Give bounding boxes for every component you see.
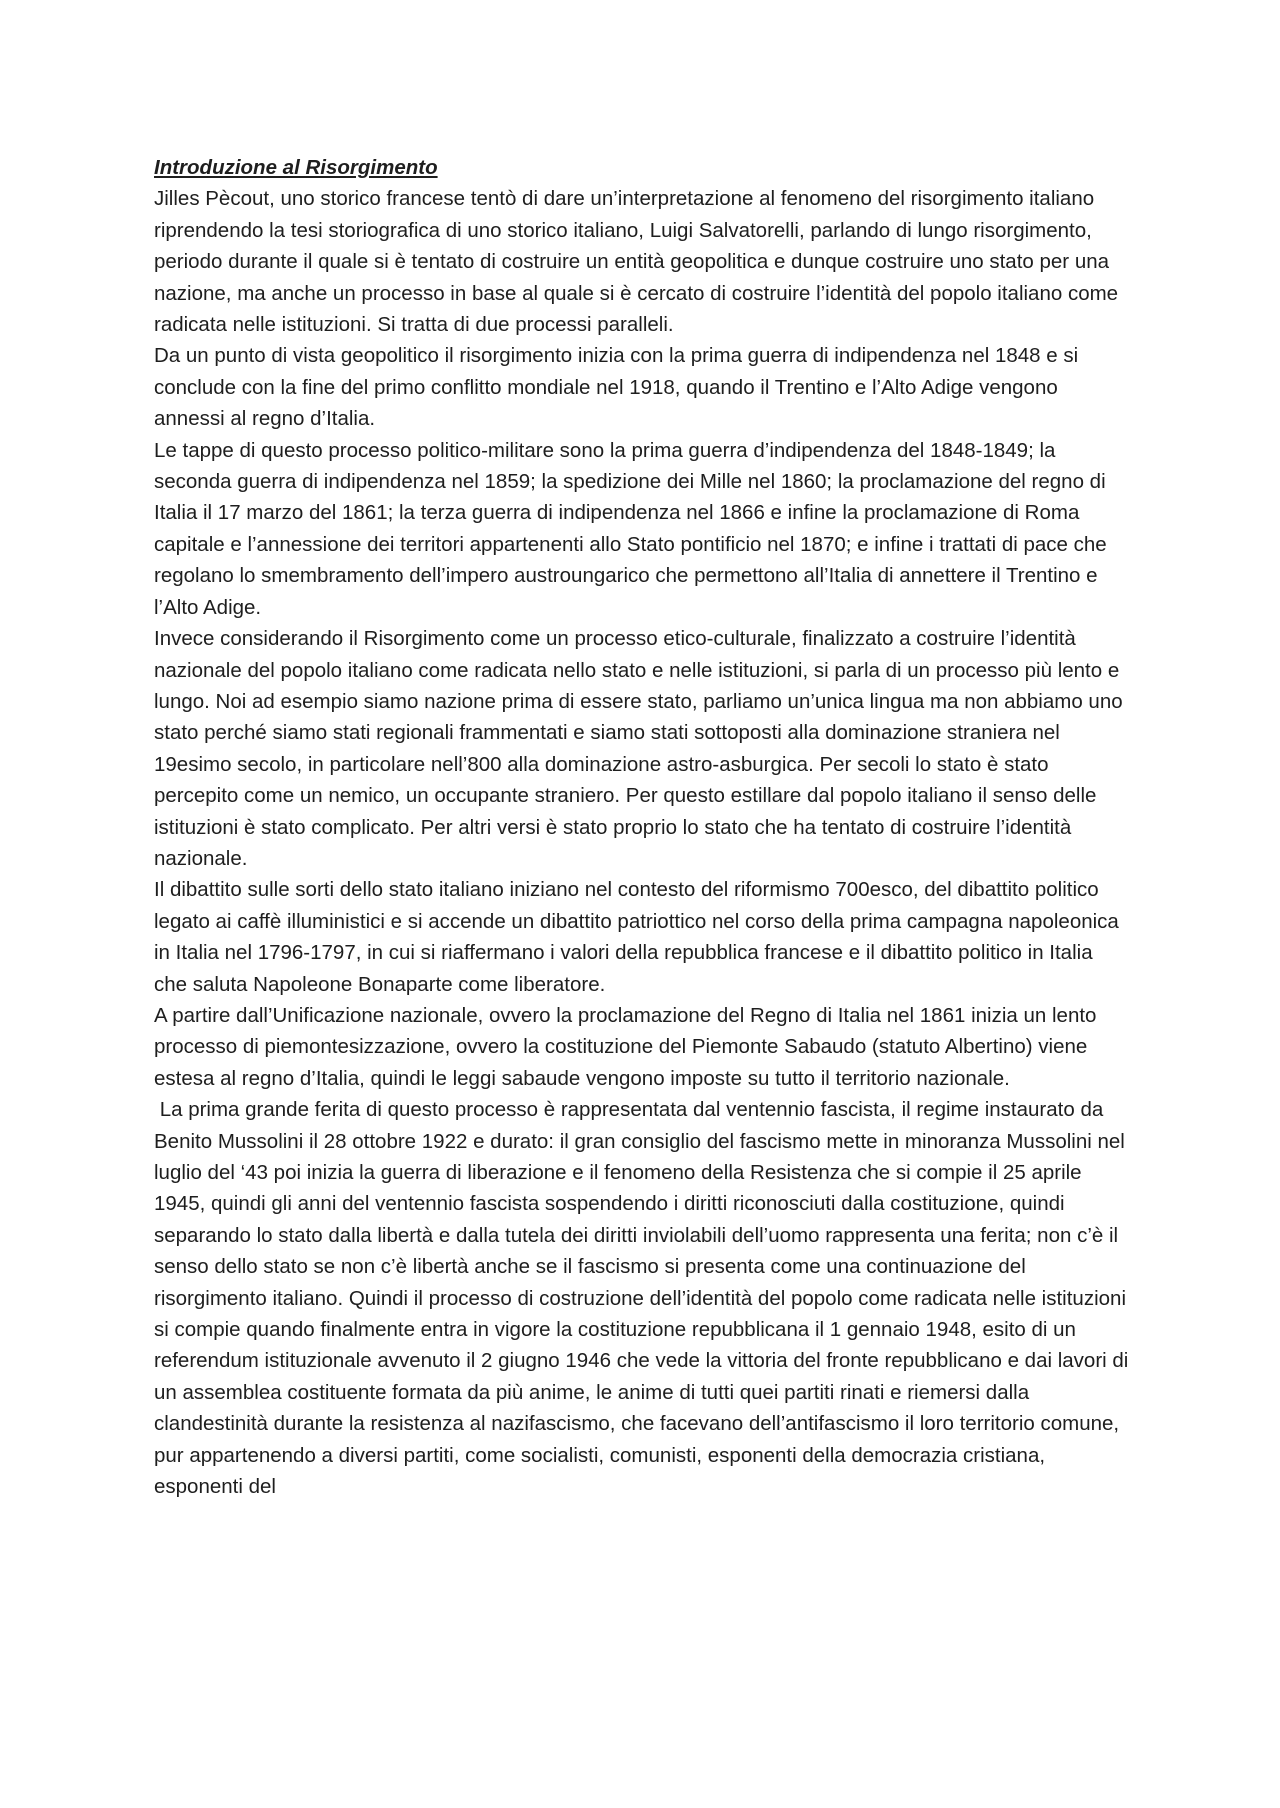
paragraph-7: La prima grande ferita di questo processo è rappresentata dal ventennio fascista, il regime instaurato da Benito Mussolini il 28 ottobre 1922 e durato: il gran consiglio del fascismo mette in minoranza Mussolini nel luglio del ‘43 poi inizia la guerra di liberazione e il fenomeno della Resistenza che si compie il 25 aprile 1945, quindi gli anni del ventennio fascista sospendendo i diritti riconosciuti dalla costituzione, quindi separando lo stato dalla libertà e dalla tutela dei diritti inviolabili dell’uomo rappresenta una ferita; non c’è il senso dello stato se non c’è libertà anche se il fascismo si presenta come una continuazione del risorgimento italiano. Quindi il processo di costruzione dell’identità del popolo come radicata nelle istituzioni si compie quando finalmente entra in vigore la costituzione repubblicana il 1 gennaio 1948, esito di un referendum istituzionale avvenuto il 2 giugno 1946 che vede la vittoria del fronte repubblicano e dai lavori di un assemblea costituente formata da più anime, le anime di tutti quei partiti rinati e riemersi dalla clandestinità durante la resistenza al nazifascismo, che facevano dell’antifascismo il loro territorio comune, pur appartenendo a diversi partiti, come socialisti, comunisti, esponenti della democrazia cristiana, esponenti del <box>154 1098 1135 1499</box>
paragraph-1: Jilles Pècout, uno storico francese tentò di dare un’interpretazione al fenomeno del risorgimento italiano riprendendo la tesi storiografica di uno storico italiano, Luigi Salvatorelli, parlando di lungo risorgimento, periodo durante il quale si è tentato di costruire un entità geopolitica e dunque costruire uno stato per una nazione, ma anche un processo in base al quale si è cercato di costruire l’identità del popolo italiano come radicata nelle istituzioni. Si tratta di due processi paralleli. <box>154 187 1119 337</box>
paragraph-3: Le tappe di questo processo politico-militare sono la prima guerra d’indipendenza del 1848-1849; la seconda guerra di indipendenza nel 1859; la spedizione dei Mille nel 1860; la proclamazione del regno di Italia il 17 marzo del 1861; la terza guerra di indipendenza nel 1866 e infine la proclamazione di Roma capitale e l’annessione dei territori appartenenti allo Stato pontificio nel 1870; e infine i trattati di pace che regolano lo smembramento dell’impero austroungarico che permettono all’Italia di annettere il Trentino e l’Alto Adige. <box>154 438 1107 619</box>
paragraph-5: Il dibattito sulle sorti dello stato italiano iniziano nel contesto del riformismo 700esco, del dibattito politico legato ai caffè illuministici e si accende un dibattito patriottico nel corso della prima campagna napoleonica in Italia nel 1796-1797, in cui si riaffermano i valori della repubblica francese e il dibattito politico in Italia che saluta Napoleone Bonaparte come liberatore. <box>154 878 1119 996</box>
paragraph-2: Da un punto di vista geopolitico il risorgimento inizia con la prima guerra di indipendenza nel 1848 e si conclude con la fine del primo conflitto mondiale nel 1918, quando il Trentino e l’Alto Adige vengono annessi al regno d’Italia. <box>154 344 1079 431</box>
document-page <box>154 152 1135 1502</box>
paragraph-4: Invece considerando il Risorgimento come un processo etico-culturale, finalizzato a costruire l’identità nazionale del popolo italiano come radicata nello stato e nelle istituzioni, si parla di un processo più lento e lungo. Noi ad esempio siamo nazione prima di essere stato, parliamo un’unica lingua ma non abbiamo uno stato perché siamo stati regionali frammentati e siamo stati sottoposti alla dominazione straniera nel 19esimo secolo, in particolare nell’800 alla dominazione astro-asburgica. Per secoli lo stato è stato percepito come un nemico, un occupante straniero. Per questo estillare dal popolo italiano il senso delle istituzioni è stato complicato. Per altri versi è stato proprio lo stato che ha tentato di costruire l’identità nazionale. <box>154 627 1123 870</box>
paragraph-6: A partire dall’Unificazione nazionale, ovvero la proclamazione del Regno di Italia nel 1861 inizia un lento processo di piemontesizzazione, ovvero la costituzione del Piemonte Sabaudo (statuto Albertino) viene estesa al regno d’Italia, quindi le leggi sabaude vengono imposte su tutto il territorio nazionale. <box>154 1003 1097 1090</box>
document-title: Introduzione al Risorgimento <box>154 156 438 179</box>
